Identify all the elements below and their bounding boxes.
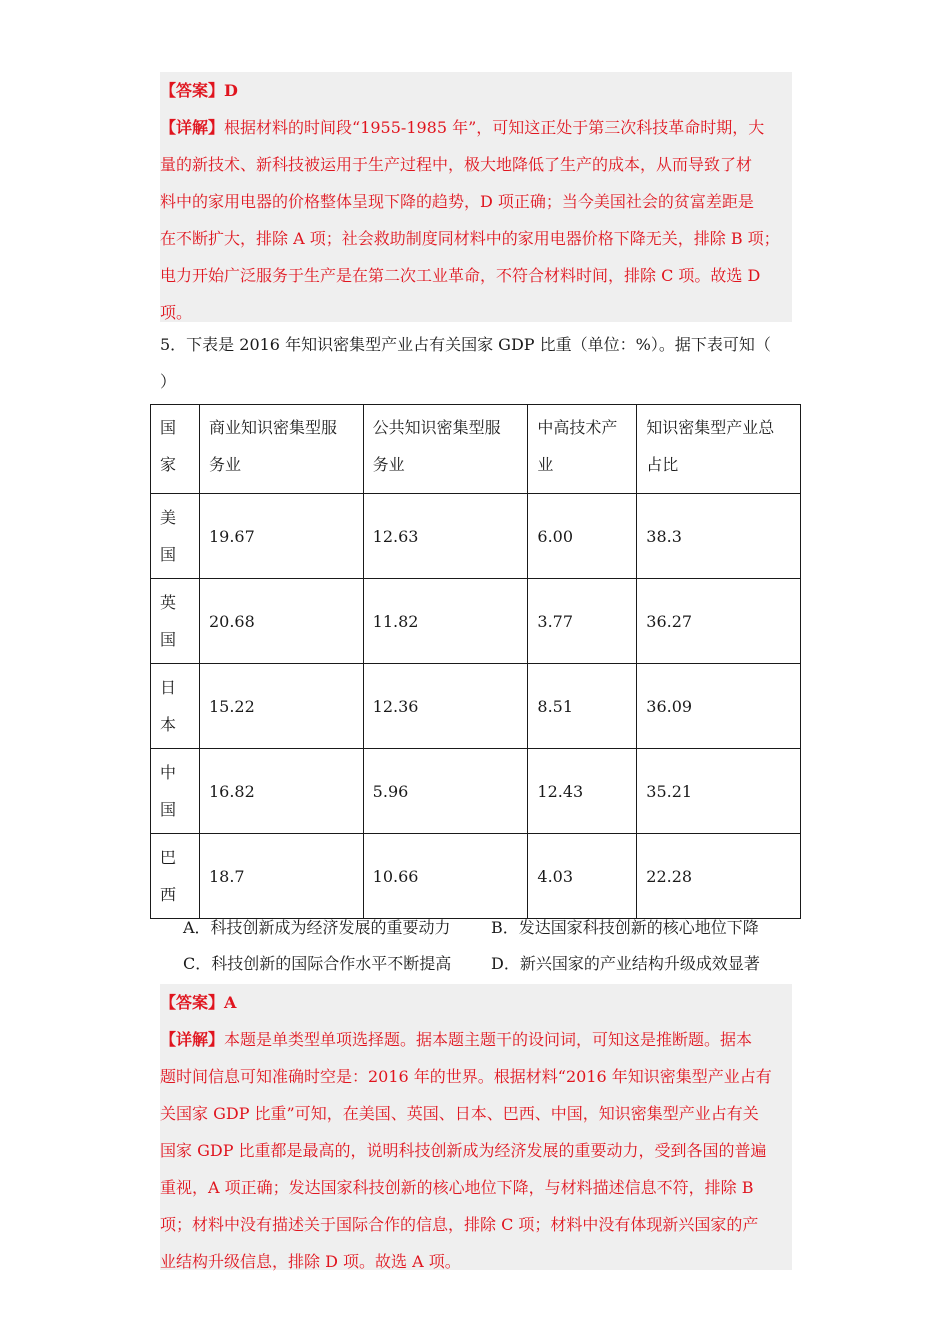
value-cell: 3.77 [528, 579, 637, 664]
header-text: 家 [160, 455, 177, 474]
value-cell: 16.82 [199, 749, 363, 834]
option-c[interactable]: C．科技创新的国际合作水平不断提高 [183, 954, 452, 973]
header-cell-commercial [199, 405, 363, 494]
q5-detail-line-2: 题时间信息可知准确时空是：2016 年的世界。根据材料“2016 年知识密集型产业占有 [160, 1067, 772, 1086]
table-row [151, 579, 801, 664]
q5-answer-line [160, 984, 792, 1021]
q5-stem-cont: ） [160, 372, 177, 391]
country-char: 日 [160, 678, 177, 697]
header-cell-country [151, 405, 200, 494]
table-row [151, 664, 801, 749]
option-a[interactable]: A．科技创新成为经济发展的重要动力 [183, 918, 451, 937]
options-row-1 [183, 910, 759, 946]
value-cell: 15.22 [199, 664, 363, 749]
options-row-2 [183, 946, 760, 982]
country-cell [151, 834, 200, 919]
header-text: 商业知识密集型服 [208, 418, 337, 437]
value-cell: 35.21 [637, 749, 801, 834]
answer-value: D [224, 81, 238, 100]
header-text: 占比 [646, 455, 679, 474]
value-cell: 19.67 [199, 494, 363, 579]
value-cell: 12.43 [528, 749, 637, 834]
value-cell: 12.63 [363, 494, 528, 579]
country-char: 巴 [160, 848, 177, 867]
q5-detail-line-1 [160, 1021, 792, 1058]
value-cell: 36.27 [637, 579, 801, 664]
value-cell: 11.82 [363, 579, 528, 664]
value-cell: 6.00 [528, 494, 637, 579]
table-row [151, 749, 801, 834]
option-d[interactable]: D．新兴国家的产业结构升级成效显著 [491, 954, 760, 973]
value-cell: 5.96 [363, 749, 528, 834]
country-char: 国 [160, 545, 177, 564]
country-cell [151, 749, 200, 834]
answer-value: A [224, 993, 237, 1012]
option-b[interactable]: B．发达国家科技创新的核心地位下降 [491, 918, 759, 937]
header-text: 公共知识密集型服 [372, 418, 501, 437]
value-cell: 18.7 [199, 834, 363, 919]
table-row [151, 494, 801, 579]
value-cell: 12.36 [363, 664, 528, 749]
q5-detail-line-5: 重视，A 项正确；发达国家科技创新的核心地位下降，与材料描述信息不符，排除 B [160, 1178, 754, 1197]
country-char: 英 [160, 593, 177, 612]
detail-text: 根据材料的时间段“1955-1985 年”，可知这正处于第三次科技革命时期，大 [224, 118, 765, 137]
q4-answer-block [160, 72, 792, 322]
country-char: 本 [160, 715, 177, 734]
table-row [151, 834, 801, 919]
q4-answer-line [160, 72, 792, 109]
header-text: 知识密集型产业总 [646, 418, 775, 437]
q5-stem: 5．下表是 2016 年知识密集型产业占有关国家 GDP 比重（单位：%）。据下表可知（ [160, 335, 771, 354]
header-text: 务业 [372, 455, 405, 474]
q4-detail-line-2: 量的新技术、新科技被运用于生产过程中，极大地降低了生产的成本，从而导致了材 [160, 155, 753, 174]
country-char: 美 [160, 508, 177, 527]
value-cell: 38.3 [637, 494, 801, 579]
value-cell: 36.09 [637, 664, 801, 749]
header-cell-public [363, 405, 528, 494]
country-cell [151, 579, 200, 664]
answer-tag: 【答案】 [160, 81, 225, 100]
header-cell-hightech [528, 405, 637, 494]
header-cell-total [637, 405, 801, 494]
country-cell [151, 494, 200, 579]
header-text: 国 [160, 418, 177, 437]
header-text: 业 [537, 455, 554, 474]
q5-detail-line-6: 项；材料中没有描述关于国际合作的信息，排除 C 项；材料中没有体现新兴国家的产 [160, 1215, 759, 1234]
q5-detail-line-7: 业结构升级信息，排除 D 项。故选 A 项。 [160, 1252, 461, 1271]
q4-detail-line-3: 料中的家用电器的价格整体呈现下降的趋势，D 项正确；当今美国社会的贫富差距是 [160, 192, 754, 211]
q4-detail-line-4: 在不断扩大，排除 A 项；社会救助制度同材料中的家用电器价格下降无关，排除 B 项； [160, 229, 780, 248]
value-cell: 20.68 [199, 579, 363, 664]
table-header-row [151, 405, 801, 494]
country-char: 中 [160, 763, 177, 782]
value-cell: 4.03 [528, 834, 637, 919]
q5-detail-line-3: 关国家 GDP 比重”可知，在美国、英国、日本、巴西、中国，知识密集型产业占有关 [160, 1104, 759, 1123]
header-text: 务业 [208, 455, 241, 474]
q5-answer-block [160, 984, 792, 1270]
detail-text: 本题是单类型单项选择题。据本题主题干的设问词，可知这是推断题。据本 [224, 1030, 753, 1049]
detail-tag: 【详解】 [160, 1030, 225, 1049]
gdp-share-table [150, 404, 801, 919]
q5-detail-line-4: 国家 GDP 比重都是最高的，说明科技创新成为经济发展的重要动力，受到各国的普遍 [160, 1141, 767, 1160]
q4-detail-line-1 [160, 109, 792, 146]
country-char: 国 [160, 630, 177, 649]
country-cell [151, 664, 200, 749]
value-cell: 8.51 [528, 664, 637, 749]
country-char: 西 [160, 885, 177, 904]
value-cell: 22.28 [637, 834, 801, 919]
value-cell: 10.66 [363, 834, 528, 919]
detail-tag: 【详解】 [160, 118, 225, 137]
country-char: 国 [160, 800, 177, 819]
header-text: 中高技术产 [537, 418, 618, 437]
answer-tag: 【答案】 [160, 993, 225, 1012]
q4-detail-line-5: 电力开始广泛服务于生产是在第二次工业革命，不符合材料时间，排除 C 项。故选 D [160, 266, 761, 285]
q4-detail-line-6: 项。 [160, 303, 193, 322]
